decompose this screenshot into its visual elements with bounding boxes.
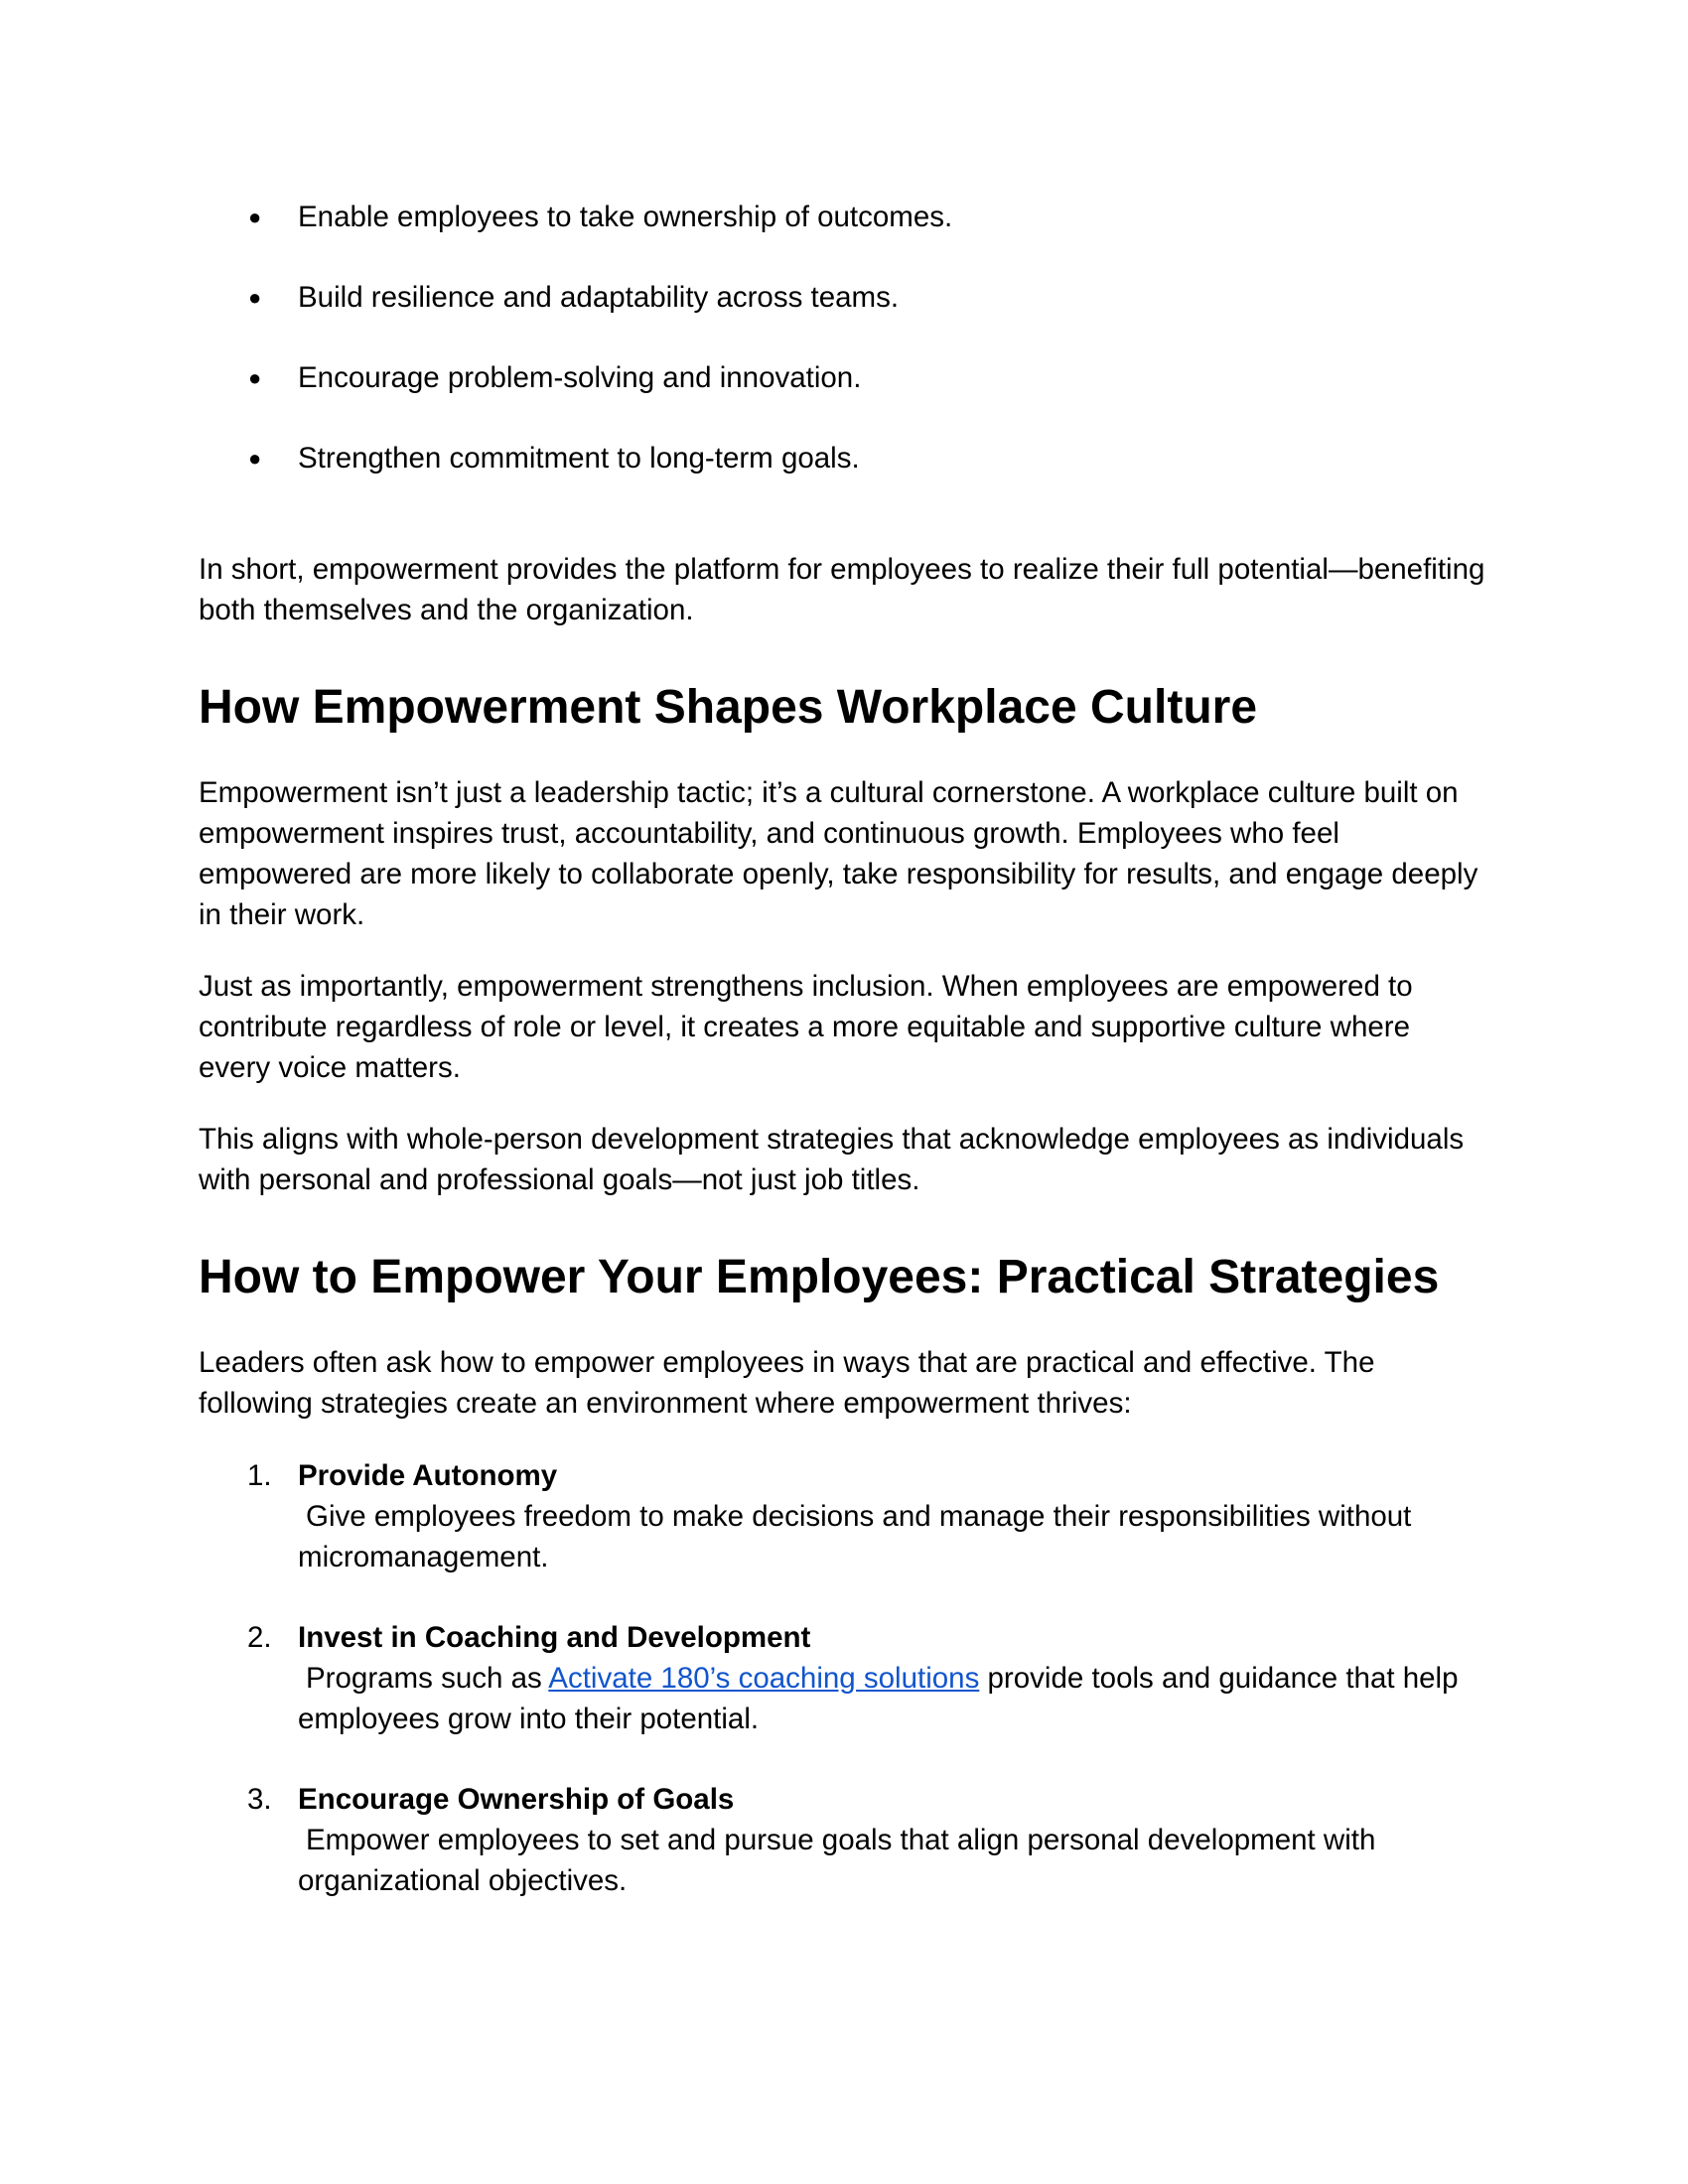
strategy-description-after: provide tools and guidance that help employees grow into their potential. [298, 1662, 1459, 1735]
list-item [199, 357, 1489, 438]
bullet-icon: ● [248, 205, 262, 229]
strategies-intro-paragraph: Leaders often ask how to empower employees in ways that are practical and effective. The following strategies create an environment where empowerment thrives: [199, 1346, 1375, 1420]
strategy-description: Give employees freedom to make decisions and manage their responsibilities without micromanagement. [298, 1500, 1412, 1573]
bullet-text: Encourage problem-solving and innovation. [298, 361, 862, 394]
bullet-text: Strengthen commitment to long-term goals. [298, 442, 860, 475]
culture-paragraph-3: This aligns with whole-person development strategies that acknowledge employees as individuals with personal and professional goals—not just job titles. [199, 1123, 1465, 1196]
culture-paragraph-1: Empowerment isn’t just a leadership tactic; it’s a cultural cornerstone. A workplace culture built on empowerment inspires trust, accountability, and continuous growth. Employees who feel empowered are more likely to collaborate openly, take responsibility for results, and engage deeply in their work. [199, 776, 1478, 931]
list-item [199, 438, 1489, 518]
list-item [199, 1617, 1489, 1779]
list-item [199, 1779, 1489, 1941]
culture-paragraph-2: Just as importantly, empowerment strengthens inclusion. When employees are empowered to contribute regardless of role or level, it creates a more equitable and supportive culture where every voice matters. [199, 970, 1413, 1084]
strategies-numbered-list [199, 1455, 1489, 1941]
list-item [199, 277, 1489, 357]
list-number: 3. [247, 1783, 272, 1816]
section-heading-strategies: How to Empower Your Employees: Practical Strategies [199, 1251, 1440, 1303]
strategy-description-before: Programs such as [306, 1662, 549, 1695]
summary-paragraph: In short, empowerment provides the platform for employees to realize their full potential—benefiting both themselves and the organization. [199, 553, 1485, 626]
bullet-icon: ● [248, 446, 262, 471]
strategy-title: Encourage Ownership of Goals [298, 1783, 735, 1816]
strategy-description [298, 1658, 1470, 1739]
list-item-body [298, 1779, 1470, 1901]
list-number: 1. [247, 1459, 272, 1492]
list-item-body [298, 1617, 1470, 1739]
bullet-icon: ● [248, 365, 262, 390]
bullet-text: Build resilience and adaptability across teams. [298, 281, 900, 314]
list-number: 2. [247, 1621, 272, 1654]
list-item [199, 197, 1489, 277]
list-item-body [298, 1455, 1470, 1577]
bullet-text: Enable employees to take ownership of outcomes. [298, 201, 953, 233]
strategy-title: Invest in Coaching and Development [298, 1621, 811, 1654]
section-heading-culture: How Empowerment Shapes Workplace Culture [199, 681, 1258, 734]
benefits-bullet-list [199, 197, 1489, 518]
strategy-title: Provide Autonomy [298, 1459, 558, 1492]
list-item [199, 1455, 1489, 1617]
coaching-solutions-link[interactable]: Activate 180’s coaching solutions [548, 1662, 980, 1695]
strategy-description: Empower employees to set and pursue goals that align personal development with organizational objectives. [298, 1824, 1376, 1897]
bullet-icon: ● [248, 285, 262, 310]
